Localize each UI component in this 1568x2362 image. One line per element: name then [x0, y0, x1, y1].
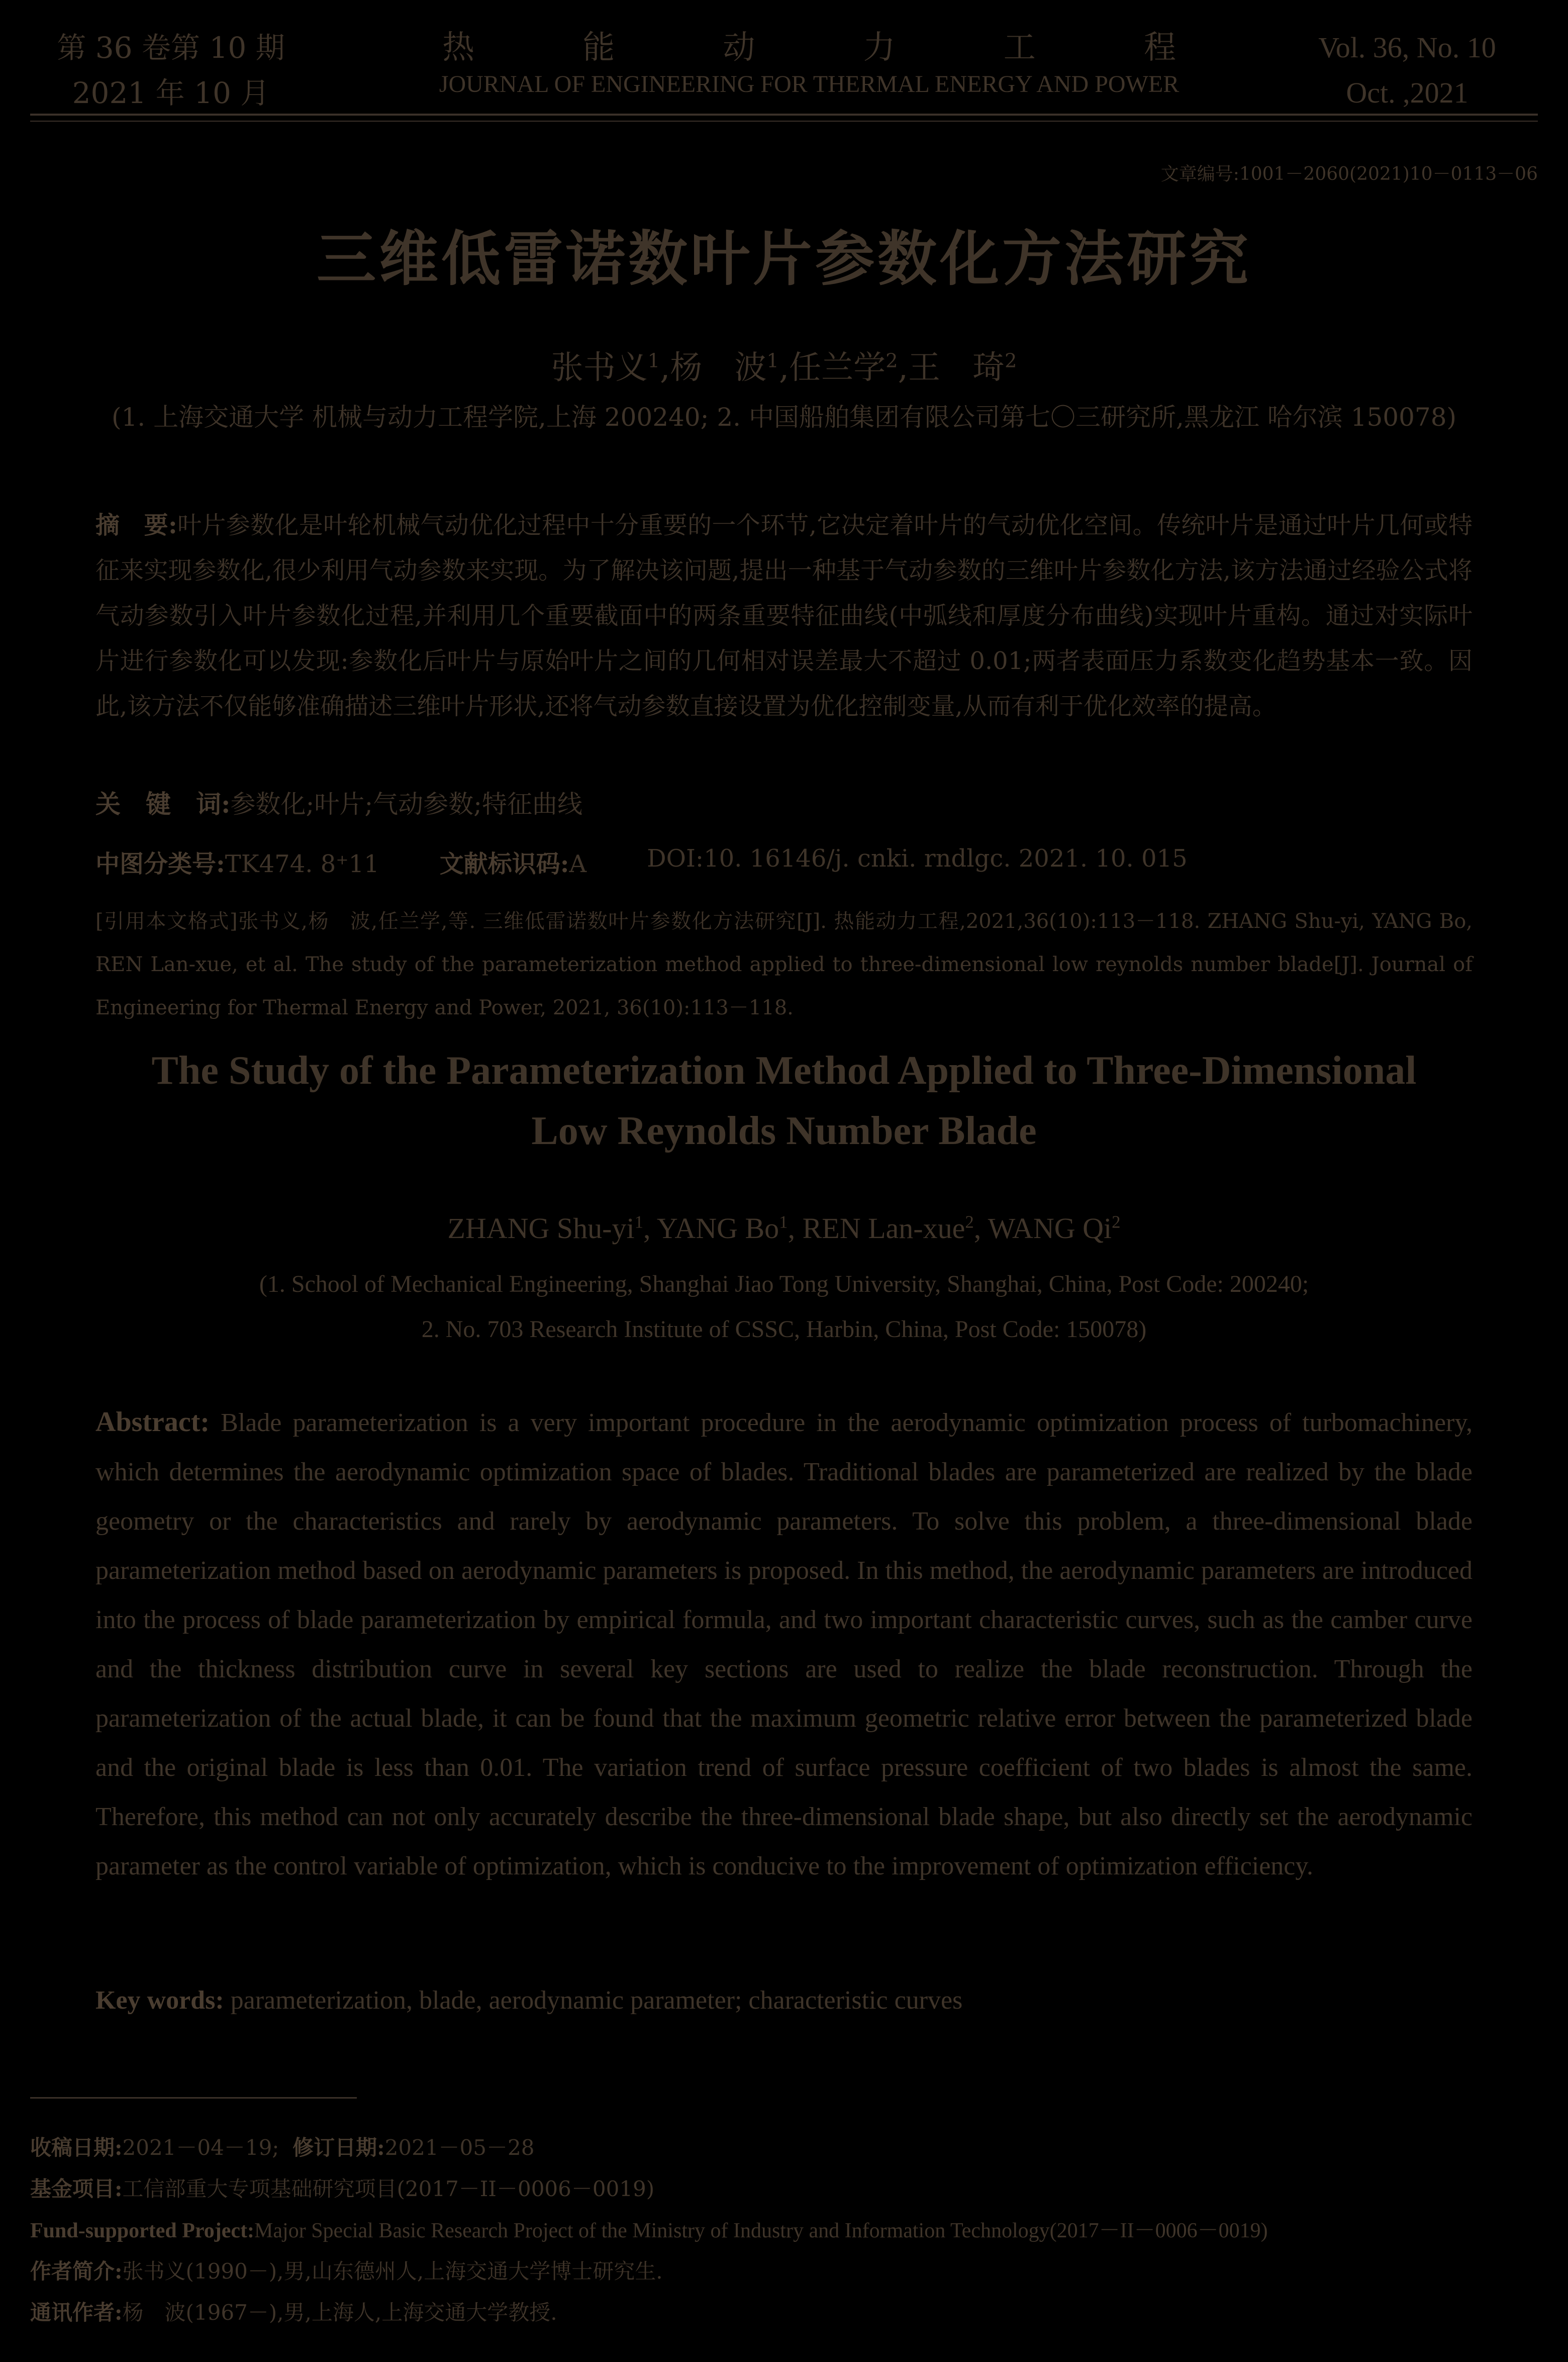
author-name: ,任兰学	[778, 349, 886, 387]
corresponding-text: 杨 波(1967－),男,上海人,上海交通大学教授.	[122, 2300, 557, 2325]
journal-title-cn	[382, 25, 1236, 70]
author-affil-mark: 2	[886, 349, 898, 372]
footnote-dates	[30, 2131, 1538, 2161]
journal-char: 能	[582, 29, 615, 66]
author-affil-mark: 1	[779, 1212, 788, 1232]
author-affil-mark: 2	[1112, 1212, 1121, 1232]
issue-volume-cn: 第 36 卷第 10 期	[57, 31, 285, 65]
author-affil-mark: 2	[1004, 349, 1017, 372]
abstract-text-cn: 叶片参数化是叶轮机械气动优化过程中十分重要的一个环节,它决定着叶片的气动优化空间。传统叶片是通过叶片几何或特征来实现参数化,很少利用气动参数来实现。为了解决该问题,提出一种基于气动参数的三维叶片参数化方法,该方法通过经验公式将气动参数引入叶片参数化过程,并利用几个重要截面中的两条重要特征曲线(中弧线和厚度分布曲线)实现叶片重构。通过对实际叶片进行参数化可以发现:参数化后叶片与原始叶片之间的几何相对误差最大不超过 0.01;两者表面压力系数变化趋势基本一致。因此,该方法不仅能够准确描述三维叶片形状,还将气动参数直接设置为优化控制变量,从而有利于优化效率的提高。	[95, 511, 1473, 720]
journal-char: 工	[1003, 29, 1036, 66]
issue-volume-en: Vol. 36, No. 10	[1318, 31, 1496, 64]
footnote-fund-en	[30, 2214, 1538, 2244]
author-bio-label: 作者简介:	[30, 2259, 123, 2284]
abstract-label-cn: 摘 要:	[95, 511, 177, 539]
author-affil-mark: 2	[965, 1212, 974, 1232]
keywords-en	[95, 1986, 1473, 2015]
author-name: ZHANG Shu-yi	[447, 1212, 635, 1245]
classification-line	[95, 844, 1473, 879]
abstract-text-en: Blade parameterization is a very important procedure in the aerodynamic optimization process of turbomachinery, which determines the aerodynamic optimization space of blades. Traditional blades are parameterized are realized by the blade geometry or the characteristics and rarely by aerodynamic parameters. To solve this problem, a three-dimensional blade parameterization method based on aerodynamic parameters is proposed. In this method, the aerodynamic parameters are introduced into the process of blade parameterization by empirical formula, and two important characteristic curves, such as the camber curve and the thickness distribution curve in several key sections are used to realize the blade reconstruction. Through the parameterization of the actual blade, it can be found that the maximum geometric relative error between the parameterized blade and the original blade is less than 0.01. The variation trend of surface pressure coefficient of two blades is almost the same. Therefore, this method can not only accurately describe the three-dimensional blade shape, but also directly set the aerodynamic parameter as the control variable of optimization, which is conducive to the improvement of optimization efficiency.	[95, 1408, 1473, 1880]
keywords-text-en: parameterization, blade, aerodynamic parameter; characteristic curves	[230, 1986, 963, 2015]
abstract-cn	[95, 503, 1473, 729]
received-label: 收稿日期:	[30, 2135, 123, 2160]
fund-en-label: Fund-supported Project:	[30, 2219, 255, 2242]
authors-cn	[0, 342, 1568, 388]
keywords-label-cn: 关 键 词:	[95, 789, 231, 819]
author-affil-mark: 1	[634, 1212, 644, 1232]
abstract-en	[95, 1397, 1473, 1891]
journal-char: 力	[863, 29, 896, 66]
article-number: 文章编号:1001－2060(2021)10－0113－06	[1160, 164, 1538, 184]
clc-label: 中图分类号:	[95, 850, 225, 878]
issue-date-cn: 2021 年 10 月	[72, 76, 270, 110]
citation-format	[95, 900, 1473, 1029]
fund-cn-label: 基金项目:	[30, 2177, 123, 2201]
fund-cn-text: 工信部重大专项基础研究项目(2017－II－0006－0019)	[122, 2177, 655, 2201]
title-en	[0, 1041, 1568, 1161]
revised-label: 修订日期:	[292, 2135, 385, 2160]
title-cn: 三维低雷诺数叶片参数化方法研究	[316, 224, 1251, 294]
issue-info-en	[1287, 25, 1528, 116]
footnote-rule	[30, 2097, 357, 2099]
author-name: , REN Lan-xue	[788, 1212, 965, 1245]
corresponding-label: 通讯作者:	[30, 2300, 123, 2325]
journal-char: 程	[1143, 29, 1176, 66]
author-name: 张书义	[551, 349, 648, 387]
journal-char: 热	[442, 29, 474, 66]
author-name: , YANG Bo	[643, 1212, 779, 1245]
author-name: ,王 琦	[898, 349, 1005, 387]
affiliation-en-line: (1. School of Mechanical Engineering, Shanghai Jiao Tong University, Shanghai, China, Post Code: 200240;	[259, 1271, 1309, 1297]
affiliation-cn: (1. 上海交通大学 机械与动力工程学院,上海 200240; 2. 中国船舶集团有限公司第七〇三研究所,黑龙江 哈尔滨 150078)	[111, 403, 1457, 432]
keywords-text-cn: 参数化;叶片;气动参数;特征曲线	[230, 790, 583, 819]
footnote-author	[30, 2255, 1538, 2285]
header-rule-thin	[30, 121, 1538, 122]
footnote-corresponding	[30, 2296, 1538, 2326]
title-en-line: Low Reynolds Number Blade	[531, 1109, 1037, 1153]
author-affil-mark: 1	[766, 349, 779, 372]
issue-info-cn	[30, 25, 312, 116]
affiliation-en	[0, 1262, 1568, 1352]
doi: DOI:10. 16146/j. cnki. rndlgc. 2021. 10. 015	[647, 844, 1188, 873]
citation-text: 张书义,杨 波,任兰学,等. 三维低雷诺数叶片参数化方法研究[J]. 热能动力工程,2021,36(10):113－118. ZHANG Shu-yi, YANG Bo, REN Lan-xue, et al. The study of the parameterization method applied to three-dimensional low reynolds number blade[J]. Journal of Engineering for Thermal Energy and Power, 2021, 36(10):113－118.	[95, 910, 1473, 1019]
keywords-label-en: Key words:	[95, 1986, 224, 2015]
authors-en	[0, 1211, 1568, 1245]
received-date: 2021－04－19;	[122, 2135, 279, 2160]
author-bio-text: 张书义(1990－),男,山东德州人,上海交通大学博士研究生.	[122, 2259, 663, 2284]
author-affil-mark: 1	[647, 349, 660, 372]
abstract-label-en: Abstract:	[95, 1406, 210, 1438]
journal-char: 动	[723, 29, 755, 66]
doc-code-label: 文献标识码:	[439, 850, 569, 878]
keywords-cn	[95, 784, 1473, 820]
doc-code-value: A	[569, 850, 587, 878]
author-name: ,杨 波	[660, 349, 767, 387]
fund-en-text: Major Special Basic Research Project of the Ministry of Industry and Information Technology(2017－II－0006－0019)	[254, 2219, 1268, 2242]
header-rule-thick	[30, 114, 1538, 116]
issue-date-en: Oct. ,2021	[1346, 76, 1468, 109]
footnote-fund-cn	[30, 2172, 1538, 2203]
revised-date: 2021－05－28	[384, 2135, 535, 2160]
journal-title-en: JOURNAL OF ENGINEERING FOR THERMAL ENERGY AND POWER	[439, 71, 1180, 98]
clc-value: TK474. 8⁺11	[225, 850, 379, 878]
citation-label: [引用本文格式]	[95, 910, 238, 933]
affiliation-en-line: 2. No. 703 Research Institute of CSSC, Harbin, China, Post Code: 150078)	[421, 1316, 1147, 1343]
title-en-line: The Study of the Parameterization Method Applied to Three-Dimensional	[151, 1049, 1417, 1093]
author-name: , WANG Qi	[973, 1212, 1112, 1245]
